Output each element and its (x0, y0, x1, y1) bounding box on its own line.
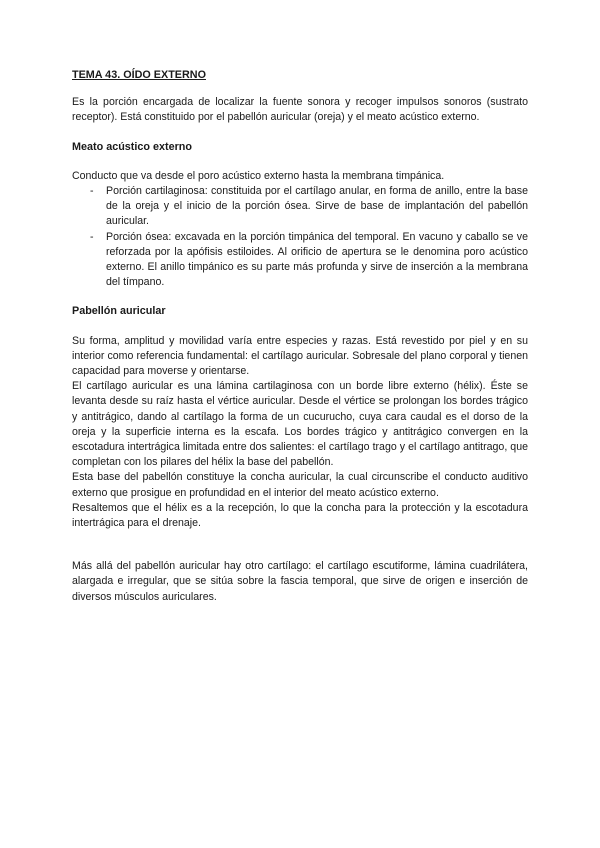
paragraph-spacer (72, 545, 528, 559)
list-item: - Porción ósea: excavada en la porción timpánica del temporal. En vacuno y caballo se ve reforzada por la apófisis estiloides. Al orificio de apertura se le denomina poro acústico externo. El anillo timpánico es su parte más profunda y sirve de inserción a la membrana del tímpano. (90, 230, 528, 291)
paragraph-spacer (72, 531, 528, 545)
intro-paragraph: Es la porción encargada de localizar la fuente sonora y recoger impulsos sonoros (sustrato receptor). Está constituido por el pabellón auricular (oreja) y el meato acústico externo. (72, 96, 528, 124)
closing-paragraph: Más allá del pabellón auricular hay otro cartílago: el cartílago escutiforme, lámina cuadrilátera, alargada e irregular, que se sitúa sobre la fascia temporal, que sirve de origen e inserción de diversos músculos auriculares. (72, 560, 528, 603)
pabellon-body (72, 334, 528, 532)
pabellon-paragraph: Su forma, amplitud y movilidad varía entre especies y razas. Está revestido por piel y en su interior como referencia fundamental: el cartílago auricular. Sobresale del plano corporal y tienen capacidad para moverse y orientarse. (72, 334, 528, 378)
list-item: - Porción cartilaginosa: constituida por el cartílago anular, en forma de anillo, entre la base de la oreja y el inicio de la porción ósea. Sirve de base de implantación del pabellón auricular. (90, 184, 528, 230)
document-page (72, 68, 528, 605)
pabellon-paragraph: El cartílago auricular es una lámina cartilaginosa con un borde libre externo (hélix). Éste se levanta desde su raíz hasta el vértice auricular. Desde el vértice se prolongan los bordes trágico y antitrágico, dando al cartílago la forma de un cucurucho, cuya cara caudal es el dorso de la oreja y la superficie interna es la escafa. Los bordes trágico y antitrágico convergen en la escotadura intertrágica limitada entre dos salientes: el cartílago trago y el cartílago antitrago, que completan con los pilares del hélix la base del pabellón. (72, 380, 528, 469)
meato-lead-paragraph: Conducto que va desde el poro acústico externo hasta la membrana timpánica. (72, 169, 445, 182)
pabellon-paragraph: Esta base del pabellón constituye la concha auricular, la cual circunscribe el conducto auditivo externo que prosigue en profundidad en el interior del meato acústico externo. (72, 471, 528, 499)
pabellon-paragraph: Resaltemos que el hélix es a la recepción, lo que la concha para la protección y la escotadura intertrágica para el drenaje. (72, 501, 528, 530)
meato-list (72, 184, 528, 290)
section-heading-pabellon: Pabellón auricular (72, 305, 166, 318)
page-title: TEMA 43. OÍDO EXTERNO (72, 69, 206, 81)
section-heading-meato: Meato acústico externo (72, 140, 192, 153)
